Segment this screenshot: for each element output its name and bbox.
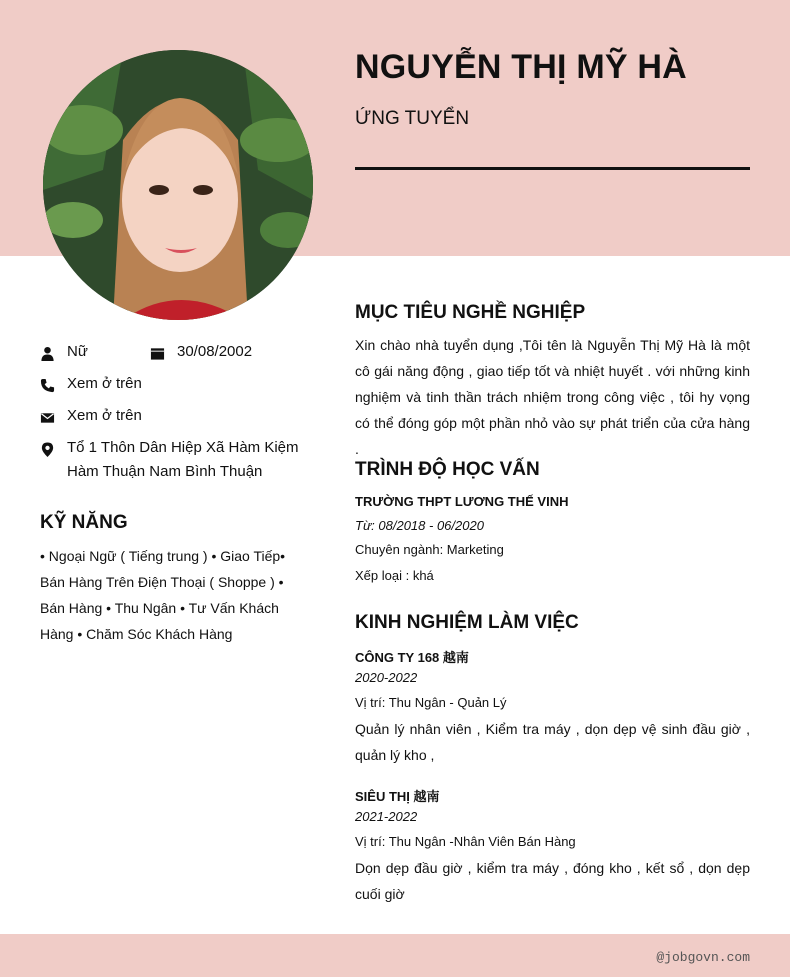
- job-company: SIÊU THỊ 越南: [355, 789, 440, 804]
- birthdate-row: [150, 344, 252, 364]
- watermark: @jobgovn.com: [656, 950, 750, 965]
- birthdate-value: 30/08/2002: [177, 343, 253, 360]
- location-pin-icon: [40, 442, 55, 457]
- mail-icon: [40, 410, 55, 425]
- school-name: TRƯỜNG THPT LƯƠNG THẾ VINH: [355, 494, 569, 509]
- phone-row: [40, 376, 142, 396]
- portrait-illustration: [43, 50, 313, 320]
- job-company: CÔNG TY 168 越南: [355, 650, 469, 665]
- job-position: Vị trí: Thu Ngân - Quản Lý: [355, 695, 507, 710]
- experience-heading: KINH NGHIỆM LÀM VIỆC: [355, 612, 579, 633]
- objective-heading: MỤC TIÊU NGHỀ NGHIỆP: [355, 302, 586, 323]
- job-position: Vị trí: Thu Ngân -Nhân Viên Bán Hàng: [355, 834, 576, 849]
- education-heading: TRÌNH ĐỘ HỌC VẤN: [355, 459, 540, 480]
- skills-text: • Ngoại Ngữ ( Tiếng trung ) • Giao Tiếp• Bán Hàng Trên Điện Thoại ( Shoppe ) • Bán Hàng • Thu Ngân • Tư Vấn Khách Hàng • Chăm Sóc Khách Hàng: [40, 548, 286, 642]
- education-period: Từ: 08/2018 - 06/2020: [355, 518, 484, 533]
- education-major: Chuyên ngành: Marketing: [355, 542, 504, 557]
- calendar-icon: [150, 346, 165, 361]
- phone-value: Xem ở trên: [67, 375, 142, 392]
- email-row: [40, 408, 142, 428]
- education-rank: Xếp loại : khá: [355, 568, 434, 583]
- gender-row: [40, 344, 88, 364]
- objective-text: Xin chào nhà tuyển dụng ,Tôi tên là Nguyễn Thị Mỹ Hà là một cô gái năng động , giao tiếp tốt và nhiệt huyết . với những kinh nghiệm và tinh thần trách nhiệm trong công việc , tôi hy vọng có thể đóng góp một phần nhỏ vào sự phát triển của cửa hàng .: [355, 337, 750, 457]
- phone-icon: [40, 378, 55, 393]
- title-divider: [355, 167, 750, 170]
- job-period: 2020-2022: [355, 670, 418, 685]
- profile-photo: [43, 50, 313, 320]
- gender-value: Nữ: [67, 343, 88, 360]
- skills-heading: KỸ NĂNG: [40, 512, 128, 533]
- person-icon: [40, 346, 55, 361]
- address-row: [40, 440, 320, 484]
- address-value: Tổ 1 Thôn Dân Hiệp Xã Hàm Kiệm Hàm Thuận Nam Bình Thuận: [67, 439, 299, 480]
- candidate-name: NGUYỄN THỊ MỸ HÀ: [355, 48, 687, 86]
- position-title: ỨNG TUYỂN: [355, 108, 470, 129]
- job-description: Dọn dẹp đầu giờ , kiểm tra máy , đóng kho , kết sổ , dọn dẹp cuối giờ: [355, 860, 750, 902]
- job-period: 2021-2022: [355, 809, 418, 824]
- email-value: Xem ở trên: [67, 407, 142, 424]
- job-description: Quản lý nhân viên , Kiểm tra máy , dọn dẹp vệ sinh đầu giờ , quản lý kho ,: [355, 721, 750, 763]
